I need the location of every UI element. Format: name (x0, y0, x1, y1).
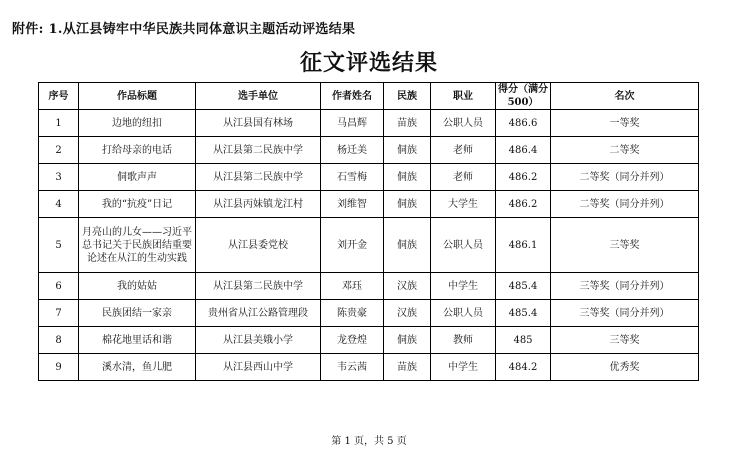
cell-score: 486.4 (496, 137, 551, 164)
table-row (39, 300, 699, 327)
table-row (39, 354, 699, 381)
page-indicator: 第 1 页，共 5 页 (331, 436, 407, 447)
attachment-label: 附件: 1.从江县铸牢中华民族共同体意识主题活动评选结果 (12, 22, 356, 37)
document-title: 征文评选结果 (299, 50, 438, 76)
cell-occupation: 中学生 (431, 354, 496, 381)
cell-no: 4 (39, 191, 79, 218)
column-header-score: 得分（满分500） (496, 83, 551, 110)
cell-occupation: 大学生 (431, 191, 496, 218)
cell-title: 边地的纽扣 (79, 110, 196, 137)
cell-unit: 贵州省从江公路管理段 (196, 300, 321, 327)
column-header-occupation: 职业 (431, 83, 496, 110)
cell-unit: 从江县委党校 (196, 218, 321, 273)
cell-title: 打给母亲的电话 (79, 137, 196, 164)
cell-rank: 二等奖（同分并列） (551, 191, 699, 218)
cell-rank: 三等奖（同分并列） (551, 273, 699, 300)
table-header-row (39, 83, 699, 110)
cell-unit: 从江县第二民族中学 (196, 273, 321, 300)
cell-ethnicity: 侗族 (384, 191, 431, 218)
cell-occupation: 公职人员 (431, 110, 496, 137)
cell-no: 8 (39, 327, 79, 354)
cell-unit: 从江县美娥小学 (196, 327, 321, 354)
cell-ethnicity: 苗族 (384, 354, 431, 381)
cell-unit: 从江县国有林场 (196, 110, 321, 137)
cell-score: 486.2 (496, 191, 551, 218)
cell-title: 民族团结一家亲 (79, 300, 196, 327)
cell-author: 石雪梅 (321, 164, 384, 191)
cell-ethnicity: 侗族 (384, 164, 431, 191)
table-row (39, 273, 699, 300)
cell-unit: 从江县西山中学 (196, 354, 321, 381)
cell-occupation: 中学生 (431, 273, 496, 300)
cell-title: 溪水清，鱼儿肥 (79, 354, 196, 381)
cell-no: 2 (39, 137, 79, 164)
cell-no: 5 (39, 218, 79, 273)
table-row (39, 110, 699, 137)
column-header-author: 作者姓名 (321, 83, 384, 110)
cell-ethnicity: 苗族 (384, 110, 431, 137)
cell-rank: 优秀奖 (551, 354, 699, 381)
cell-rank: 三等奖 (551, 327, 699, 354)
cell-ethnicity: 侗族 (384, 218, 431, 273)
cell-no: 3 (39, 164, 79, 191)
cell-title: 侗歌声声 (79, 164, 196, 191)
table-row (39, 164, 699, 191)
cell-unit: 从江县第二民族中学 (196, 164, 321, 191)
table-row (39, 137, 699, 164)
cell-title: 月亮山的儿女——习近平总书记关于民族团结重要论述在从江的生动实践 (79, 218, 196, 273)
cell-rank: 二等奖（同分并列） (551, 164, 699, 191)
cell-occupation: 教师 (431, 327, 496, 354)
table-row (39, 191, 699, 218)
cell-title: 我的姑姑 (79, 273, 196, 300)
cell-occupation: 老师 (431, 137, 496, 164)
cell-title: 棉花地里话和谐 (79, 327, 196, 354)
cell-author: 马昌辉 (321, 110, 384, 137)
cell-score: 485.4 (496, 273, 551, 300)
cell-no: 7 (39, 300, 79, 327)
table-row (39, 218, 699, 273)
cell-rank: 三等奖（同分并列） (551, 300, 699, 327)
cell-unit: 从江县丙妹镇龙江村 (196, 191, 321, 218)
cell-no: 6 (39, 273, 79, 300)
cell-score: 484.2 (496, 354, 551, 381)
cell-ethnicity: 汉族 (384, 300, 431, 327)
cell-author: 邓珏 (321, 273, 384, 300)
cell-rank: 二等奖 (551, 137, 699, 164)
cell-score: 485 (496, 327, 551, 354)
cell-score: 485.4 (496, 300, 551, 327)
column-header-title: 作品标题 (79, 83, 196, 110)
cell-ethnicity: 汉族 (384, 273, 431, 300)
cell-occupation: 公职人员 (431, 300, 496, 327)
cell-score: 486.1 (496, 218, 551, 273)
column-header-unit: 选手单位 (196, 83, 321, 110)
column-header-ethnicity: 民族 (384, 83, 431, 110)
cell-ethnicity: 侗族 (384, 137, 431, 164)
cell-no: 1 (39, 110, 79, 137)
column-header-no: 序号 (39, 83, 79, 110)
cell-ethnicity: 侗族 (384, 327, 431, 354)
cell-rank: 三等奖 (551, 218, 699, 273)
cell-occupation: 老师 (431, 164, 496, 191)
cell-author: 韦云茜 (321, 354, 384, 381)
cell-title: 我的“抗疫”日记 (79, 191, 196, 218)
column-header-rank: 名次 (551, 83, 699, 110)
cell-occupation: 公职人员 (431, 218, 496, 273)
cell-unit: 从江县第二民族中学 (196, 137, 321, 164)
cell-author: 刘开金 (321, 218, 384, 273)
cell-rank: 一等奖 (551, 110, 699, 137)
table-row (39, 327, 699, 354)
cell-author: 龙登煌 (321, 327, 384, 354)
cell-author: 杨迁美 (321, 137, 384, 164)
cell-score: 486.6 (496, 110, 551, 137)
cell-no: 9 (39, 354, 79, 381)
cell-score: 486.2 (496, 164, 551, 191)
results-table (38, 82, 699, 381)
cell-author: 刘维智 (321, 191, 384, 218)
cell-author: 陈贵豪 (321, 300, 384, 327)
